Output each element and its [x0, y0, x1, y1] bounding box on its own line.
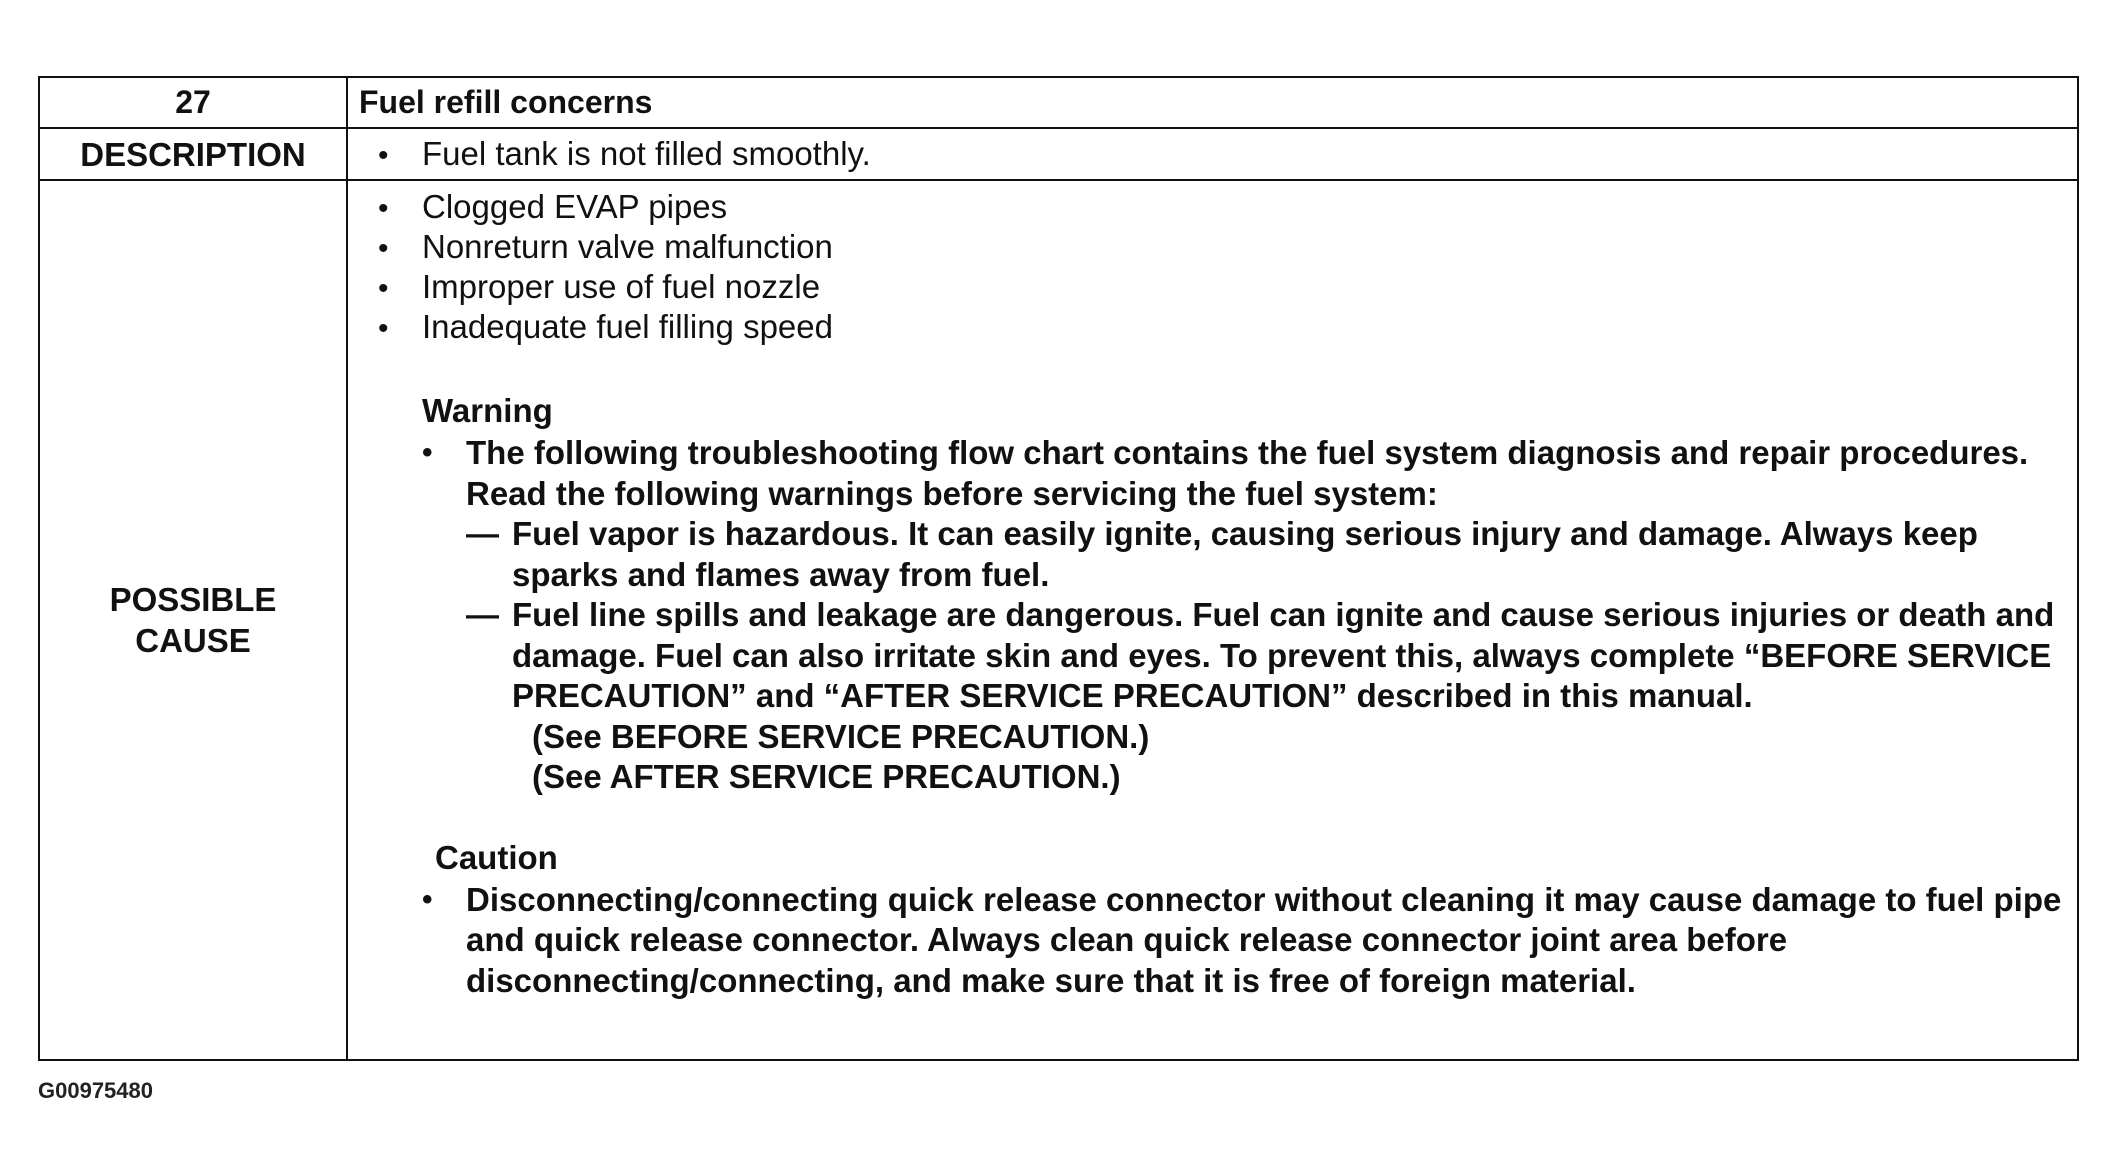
- header-row: [39, 77, 2078, 128]
- concern-title: Fuel refill concerns: [347, 77, 2078, 128]
- possible-cause-cell: [347, 180, 2078, 1060]
- warning-body: [466, 433, 2077, 798]
- description-text: Fuel tank is not filled smoothly.: [422, 135, 871, 172]
- possible-cause-label-line2: CAUSE: [135, 622, 251, 659]
- warning-dash-item: [466, 514, 2077, 595]
- cause-text: Nonreturn valve malfunction: [422, 228, 833, 265]
- bullet-icon: •: [378, 232, 389, 265]
- warning-item: [422, 433, 2077, 798]
- cause-text: Inadequate fuel filling speed: [422, 308, 833, 345]
- caution-block: [378, 836, 2077, 1002]
- concern-number: 27: [39, 77, 347, 128]
- cause-text: Clogged EVAP pipes: [422, 188, 728, 225]
- bullet-icon: •: [378, 139, 389, 172]
- description-item: [378, 135, 2077, 173]
- possible-cause-label-line1: POSSIBLE: [109, 581, 277, 618]
- possible-cause-row: [39, 180, 2078, 1060]
- possible-cause-label: [39, 180, 347, 1060]
- description-cell: [347, 128, 2078, 180]
- caution-item: [422, 880, 2077, 1002]
- warning-dash-text: Fuel line spills and leakage are dangerous. Fuel can ignite and cause serious injuries or death and damage. Fuel can also irritate skin and eyes. To prevent this, always complete “BEFORE SERVICE PRECAUTION” and “AFTER SERVICE PRECAUTION” described in this manual.: [512, 596, 2055, 714]
- cause-text: Improper use of fuel nozzle: [422, 268, 821, 305]
- cause-list: [378, 187, 2077, 347]
- warning-title: Warning: [422, 392, 553, 429]
- bullet-icon: •: [378, 192, 389, 225]
- cause-item: [378, 267, 2077, 307]
- cause-item: [378, 187, 2077, 227]
- warning-dash-item: [466, 595, 2077, 717]
- dash-icon: —: [466, 515, 499, 552]
- dash-icon: —: [466, 596, 499, 633]
- see-reference-before[interactable]: (See BEFORE SERVICE PRECAUTION.): [532, 717, 1150, 755]
- see-reference-after[interactable]: (See AFTER SERVICE PRECAUTION.): [532, 758, 1121, 795]
- warning-intro: The following troubleshooting flow chart contains the fuel system diagnosis and repair procedures. Read the following warnings before servicing the fuel system:: [466, 434, 2029, 512]
- bullet-icon: •: [378, 312, 389, 345]
- bullet-icon: •: [422, 882, 433, 916]
- warning-dash-text: Fuel vapor is hazardous. It can easily ignite, causing serious injury and damage. Always keep sparks and flames away from fuel.: [512, 515, 1978, 593]
- cause-item: [378, 227, 2077, 267]
- cause-item: [378, 307, 2077, 347]
- caution-text: Disconnecting/connecting quick release connector without cleaning it may cause damage to fuel pipe and quick release connector. Always clean quick release connector joint area before disconnecting/connecting, and make sure that it is free of foreign material.: [466, 880, 2062, 999]
- description-label: DESCRIPTION: [39, 128, 347, 180]
- bullet-icon: •: [378, 272, 389, 305]
- caution-title: Caution: [435, 838, 558, 876]
- bullet-icon: •: [422, 436, 433, 469]
- warning-block: [378, 389, 2077, 798]
- description-row: [39, 128, 2078, 180]
- figure-code: G00975480: [38, 1078, 153, 1103]
- troubleshooting-table: [38, 76, 2079, 1061]
